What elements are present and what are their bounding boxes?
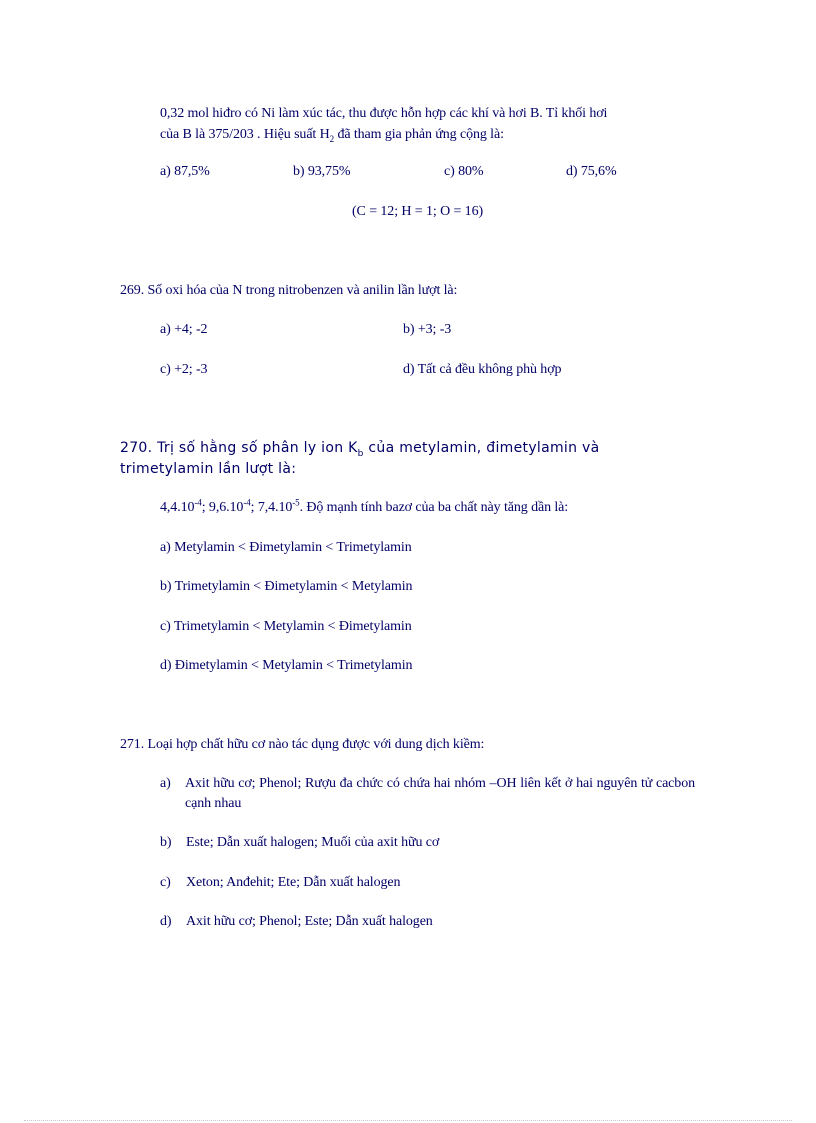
question-270-option-c: c) Trimetylamin < Metylamin < Đimetylamin (160, 619, 412, 634)
intro-option-c: c) 80% (444, 164, 484, 179)
question-271-option-a-text: Axit hữu cơ; Phenol; Rượu đa chức có chứa hai nhóm –OH liên kết ở hai nguyên tử cacbon cạnh nhau (185, 776, 695, 811)
question-270-stem-a: 270. Trị số hằng số phân ly ion K (120, 440, 358, 456)
atomic-mass-note: (C = 12; H = 1; O = 16) (352, 204, 484, 219)
question-269-option-c: c) +2; -3 (160, 362, 208, 377)
question-271-option-b-label: b) (160, 835, 172, 850)
question-271-option-c-text: Xeton; Anđehit; Ete; Dẫn xuất halogen (186, 875, 401, 890)
question-271-option-c-label: c) (160, 875, 171, 890)
question-270-values-tail: . Độ mạnh tính bazơ của ba chất này tăng dần là: (299, 500, 569, 515)
separator: ; (201, 500, 209, 515)
question-271-stem: 271. Loại hợp chất hữu cơ nào tác dụng được với dung dịch kiềm: (120, 737, 485, 752)
question-270-option-b: b) Trimetylamin < Đimetylamin < Metylamin (160, 579, 413, 594)
intro-line-1: 0,32 mol hiđro có Ni làm xúc tác, thu được hỗn hợp các khí và hơi B. Tỉ khối hơi (160, 106, 608, 121)
question-269-option-b: b) +3; -3 (403, 322, 452, 337)
intro-line-2-subscript: 2 (329, 133, 335, 144)
question-270-stem-b: của metylamin, đimetylamin và (363, 440, 600, 456)
question-271-option-d-label: d) (160, 914, 172, 929)
kb-value-2-exponent: -4 (243, 497, 251, 508)
intro-option-a: a) 87,5% (160, 164, 210, 179)
question-269-option-d: d) Tất cả đều không phù hợp (403, 362, 562, 377)
intro-paragraph (160, 103, 695, 145)
kb-value-1-exponent: -4 (194, 497, 202, 508)
intro-line-2-text-a: của B là 375/203 . Hiệu suất H (160, 127, 330, 142)
kb-value-3: 7,4.10 (257, 500, 293, 515)
question-270-values (160, 499, 568, 517)
question-270-stem-line-2: trimetylamin lần lượt là: (120, 461, 297, 477)
question-271-option-d-text: Axit hữu cơ; Phenol; Este; Dẫn xuất halogen (186, 914, 433, 929)
question-269-option-a: a) +4; -2 (160, 322, 208, 337)
question-271-option-a-label: a) (160, 776, 171, 791)
kb-value-3-exponent: -5 (292, 497, 300, 508)
page-bottom-divider (24, 1120, 792, 1121)
intro-option-d: d) 75,6% (566, 164, 617, 179)
intro-line-2-text-b: đã tham gia phản ứng cộng là: (334, 127, 504, 142)
question-270-option-a: a) Metylamin < Đimetylamin < Trimetylamin (160, 540, 412, 555)
question-269-stem: 269. Số oxi hóa của N trong nitrobenzen và anilin lần lượt là: (120, 283, 458, 298)
intro-line-2 (160, 127, 504, 142)
question-270-stem-subscript: b (357, 448, 364, 459)
kb-value-1: 4,4.10 (160, 500, 195, 515)
kb-value-2: 9,6.10 (208, 500, 244, 515)
separator: ; (250, 500, 258, 515)
intro-option-b: b) 93,75% (293, 164, 351, 179)
question-270-stem (120, 438, 600, 458)
question-270-option-d: d) Đimetylamin < Metylamin < Trimetylamin (160, 658, 413, 673)
question-271-option-b-text: Este; Dẫn xuất halogen; Muối của axit hữu cơ (186, 835, 440, 850)
